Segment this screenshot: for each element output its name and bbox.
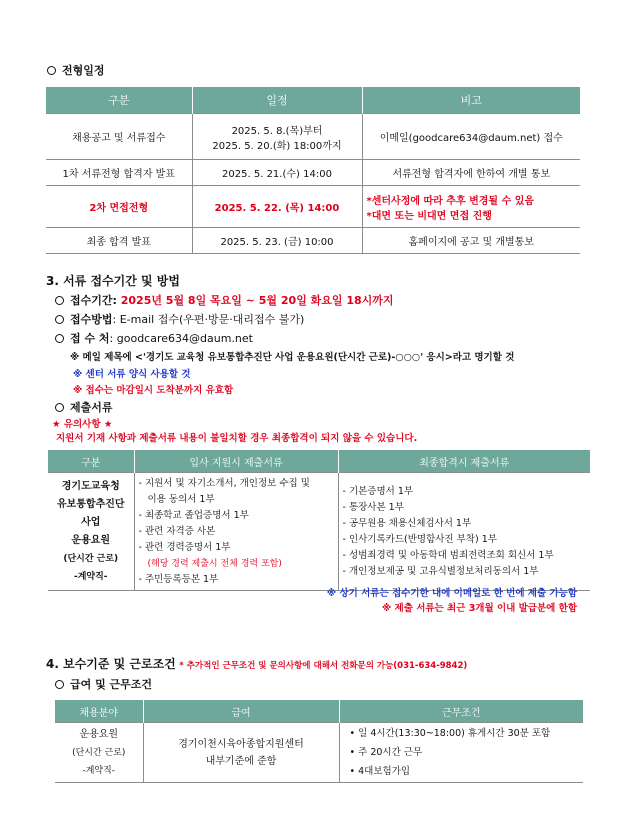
category-cell: 채용공고 및 서류접수 bbox=[46, 114, 192, 160]
doc-item: - 관련 경력증명서 1부 bbox=[138, 541, 231, 553]
circle-bullet-icon bbox=[55, 403, 64, 412]
note-line: *대면 또는 비대면 면접 진행 bbox=[366, 210, 492, 222]
category-line: 경기도교육청 bbox=[61, 480, 120, 492]
note-cell: 서류전형 합격자에 한하여 개별 통보 bbox=[362, 160, 580, 186]
doc-item: 이용 동의서 1부 bbox=[147, 493, 215, 505]
circle-bullet-icon bbox=[47, 66, 56, 75]
date-cell: 2025. 5. 23. (금) 10:00 bbox=[192, 228, 362, 254]
date-line: 2025. 5. 20.(화) 18:00까지 bbox=[212, 140, 342, 152]
table-header-row bbox=[55, 700, 583, 723]
pay-table bbox=[55, 700, 583, 783]
date-cell: 2025. 5. 21.(수) 14:00 bbox=[192, 160, 362, 186]
table-header-row bbox=[46, 87, 580, 114]
foot-note-recent: ※ 제출 서류는 최근 3개월 이내 발급분에 한함 bbox=[381, 603, 577, 614]
category-cell: 2차 면접전형 bbox=[46, 186, 192, 228]
field-line: (단시간 근로) bbox=[72, 747, 126, 758]
table-row bbox=[46, 114, 580, 160]
category-line: -계약직- bbox=[73, 571, 108, 582]
conditions-cell bbox=[339, 723, 583, 783]
header-cell: 채용분야 bbox=[55, 700, 143, 723]
docs-table bbox=[48, 450, 590, 591]
final-docs-cell bbox=[338, 473, 590, 591]
date-cell: 2025. 5. 22. (목) 14:00 bbox=[192, 186, 362, 228]
section4-title: 4. 보수기준 및 근로조건 bbox=[46, 657, 176, 671]
section4-title-note: * 추가적인 근무조건 및 문의사항에 대해서 전화문의 가능(031-634-9842) bbox=[179, 661, 468, 671]
dest-label: 접 수 처 bbox=[70, 332, 110, 345]
condition-item: • 4대보험가입 bbox=[349, 766, 411, 777]
doc-item: - 개인정보제공 및 고유식별정보처리동의서 1부 bbox=[342, 565, 539, 577]
doc-item: - 최종학교 졸업증명서 1부 bbox=[138, 509, 249, 521]
dest-line bbox=[55, 332, 253, 346]
doc-item: - 기본증명서 1부 bbox=[342, 485, 414, 497]
category-line: 운용요원 bbox=[71, 534, 111, 546]
table-row bbox=[55, 723, 583, 783]
schedule-title: 전형일정 bbox=[47, 64, 105, 78]
note-cell: 이메일(goodcare634@daum.net) 접수 bbox=[362, 114, 580, 160]
header-cell: 비고 bbox=[362, 87, 580, 114]
circle-bullet-icon bbox=[55, 334, 64, 343]
doc-item: - 관련 자격증 사본 bbox=[138, 525, 216, 537]
apply-docs-cell bbox=[134, 473, 338, 591]
table-row bbox=[46, 160, 580, 186]
date-cell bbox=[192, 114, 362, 160]
field-line: 운용요원 bbox=[79, 728, 119, 740]
doc-item: - 성범죄경력 및 아동학대 범죄전력조회 회신서 1부 bbox=[342, 549, 554, 561]
dest-value: : goodcare634@daum.net bbox=[109, 332, 253, 345]
table-row bbox=[48, 473, 590, 591]
doc-item: - 지원서 및 자기소개서, 개인정보 수집 및 bbox=[138, 477, 310, 489]
method-label: 접수방법 bbox=[70, 313, 113, 326]
doc-item: - 주민등록등본 1부 bbox=[138, 573, 219, 585]
note-cell: 홈페이지에 공고 및 개별통보 bbox=[362, 228, 580, 254]
period-line bbox=[55, 294, 394, 308]
table-header-row bbox=[48, 450, 590, 473]
category-line: 사업 bbox=[81, 516, 101, 528]
header-cell: 입사 지원시 제출서류 bbox=[134, 450, 338, 473]
condition-item: • 주 20시간 근무 bbox=[349, 747, 423, 758]
table-row bbox=[46, 228, 580, 254]
section4-title-line bbox=[46, 657, 467, 673]
caution-title: ★ 유의사항 ★ bbox=[52, 419, 113, 430]
header-cell: 근무조건 bbox=[339, 700, 583, 723]
header-cell: 일정 bbox=[192, 87, 362, 114]
circle-bullet-icon bbox=[55, 680, 64, 689]
header-cell: 구분 bbox=[48, 450, 134, 473]
docs-title: 제출서류 bbox=[55, 401, 113, 415]
circle-bullet-icon bbox=[55, 315, 64, 324]
condition-item: • 일 4시간(13:30~18:00) 휴게시간 30분 포함 bbox=[349, 728, 551, 739]
foot-note-email: ※ 상기 서류는 접수기한 내에 이메일로 한 번에 제출 가능함 bbox=[326, 588, 577, 599]
caution-text: 지원서 기재 사항과 제출서류 내용이 불일치할 경우 최종합격이 되지 않을 수 있습니다. bbox=[56, 433, 418, 444]
doc-item: - 인사기록카드(반명함사진 부착) 1부 bbox=[342, 533, 497, 545]
doc-item: - 통장사본 1부 bbox=[342, 501, 404, 513]
category-cell: 1차 서류전형 합격자 발표 bbox=[46, 160, 192, 186]
header-cell: 최종합격시 제출서류 bbox=[338, 450, 590, 473]
category-line: 유보통합추진단 bbox=[56, 498, 125, 510]
header-cell: 급여 bbox=[143, 700, 339, 723]
doc-item-note: (해당 경력 제출시 전체 경력 포함) bbox=[147, 558, 282, 569]
pay-cell bbox=[143, 723, 339, 783]
circle-bullet-icon bbox=[55, 296, 64, 305]
schedule-table bbox=[46, 87, 580, 254]
note-line: *센터사정에 따라 추후 변경될 수 있음 bbox=[366, 195, 535, 207]
field-cell bbox=[55, 723, 143, 783]
note-cell bbox=[362, 186, 580, 228]
category-cell bbox=[48, 473, 134, 591]
category-line: (단시간 근로) bbox=[63, 553, 119, 564]
pay-line: 내부기준에 준함 bbox=[205, 755, 277, 767]
category-cell: 최종 합격 발표 bbox=[46, 228, 192, 254]
pay-subtitle: 급여 및 근무조건 bbox=[55, 678, 152, 692]
header-cell: 구분 bbox=[46, 87, 192, 114]
field-line: -계약직- bbox=[82, 765, 116, 776]
method-value: : E-mail 접수(우편·방문·대리접수 불가) bbox=[112, 313, 305, 326]
note-mail-subject: ※ 메일 제목에 <'경기도 교육청 유보통합추진단 사업 운용요원(단시간 근로)-○○○' 응시>라고 명기할 것 bbox=[70, 352, 515, 363]
period-value: 2025년 5월 8일 목요일 ~ 5월 20일 화요일 18시까지 bbox=[120, 294, 394, 307]
period-label: 접수기간: bbox=[70, 294, 121, 307]
doc-item: - 공무원용 채용신체검사서 1부 bbox=[342, 517, 472, 529]
section3-title: 3. 서류 접수기간 및 방법 bbox=[46, 274, 180, 288]
pay-line: 경기이천시육아종합지원센터 bbox=[178, 738, 304, 750]
note-deadline: ※ 접수는 마감일시 도착분까지 유효함 bbox=[73, 385, 234, 396]
table-row bbox=[46, 186, 580, 228]
date-line: 2025. 5. 8.(목)부터 bbox=[231, 125, 323, 137]
method-line bbox=[55, 313, 304, 327]
note-form: ※ 센터 서류 양식 사용할 것 bbox=[73, 369, 191, 380]
